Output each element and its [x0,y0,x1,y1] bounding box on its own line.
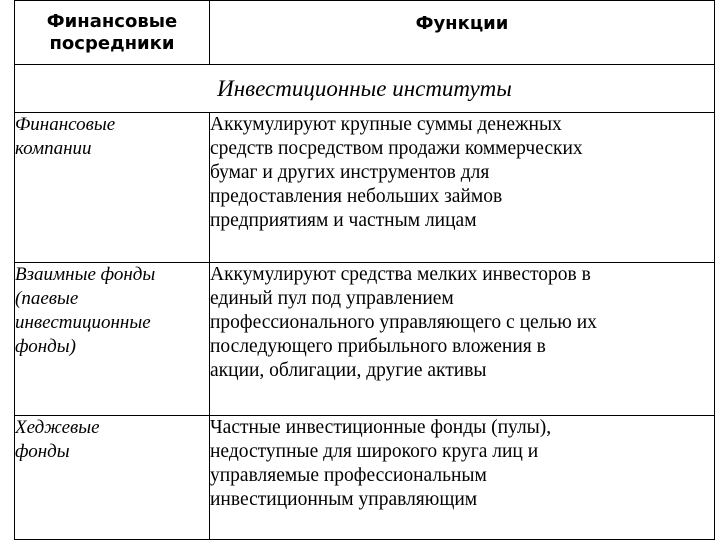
intermediary-name [15,263,210,416]
intermediary-function [210,416,715,540]
intermediary-name-line: Финансовые [15,114,116,135]
function-line: Частные инвестиционные фонды (пулы), [210,417,552,438]
function-line: Аккумулируют средства мелких инвесторов в [210,264,591,285]
function-line: Аккумулируют крупные суммы денежных [210,114,562,135]
function-line: инвестиционным управляющим [210,489,478,510]
intermediary-name [15,113,210,263]
section-row [15,65,715,113]
intermediary-name-line: фонды) [15,336,76,357]
intermediary-function [210,263,715,416]
table-row [15,416,715,540]
header-functions [210,1,715,65]
intermediary-name-line: фонды [15,441,70,462]
function-line: недоступные для широкого круга лиц и [210,441,539,462]
header-functions-label: Функции [415,13,509,34]
section-title: Инвестиционные институты [15,65,715,113]
function-line: акции, облигации, другие активы [210,360,487,381]
header-intermediaries [15,1,210,65]
intermediary-name-line: Взаимные фонды [15,264,156,285]
intermediary-name-line: Хеджевые [15,417,100,438]
table-row [15,113,715,263]
function-line: предприятиям и частным лицам [210,210,477,231]
header-intermediaries-line: Финансовые [46,11,178,32]
function-line: последующего прибыльного вложения в [210,336,546,357]
function-line: средств посредством продажи коммерческих [210,138,583,159]
function-line: профессионального управляющего с целью их [210,312,597,333]
function-line: единый пул под управлением [210,288,454,309]
financial-intermediaries-table [14,0,715,540]
header-intermediaries-line: посредники [49,33,175,54]
function-line: управляемые профессиональным [210,465,487,486]
intermediary-name [15,416,210,540]
intermediary-name-line: компании [15,138,92,159]
function-line: бумаг и других инструментов для [210,162,490,183]
function-line: предоставления небольших займов [210,186,503,207]
intermediary-name-line: (паевые [15,288,79,309]
intermediary-function [210,113,715,263]
header-row [15,1,715,65]
table-row [15,263,715,416]
intermediary-name-line: инвестиционные [15,312,151,333]
